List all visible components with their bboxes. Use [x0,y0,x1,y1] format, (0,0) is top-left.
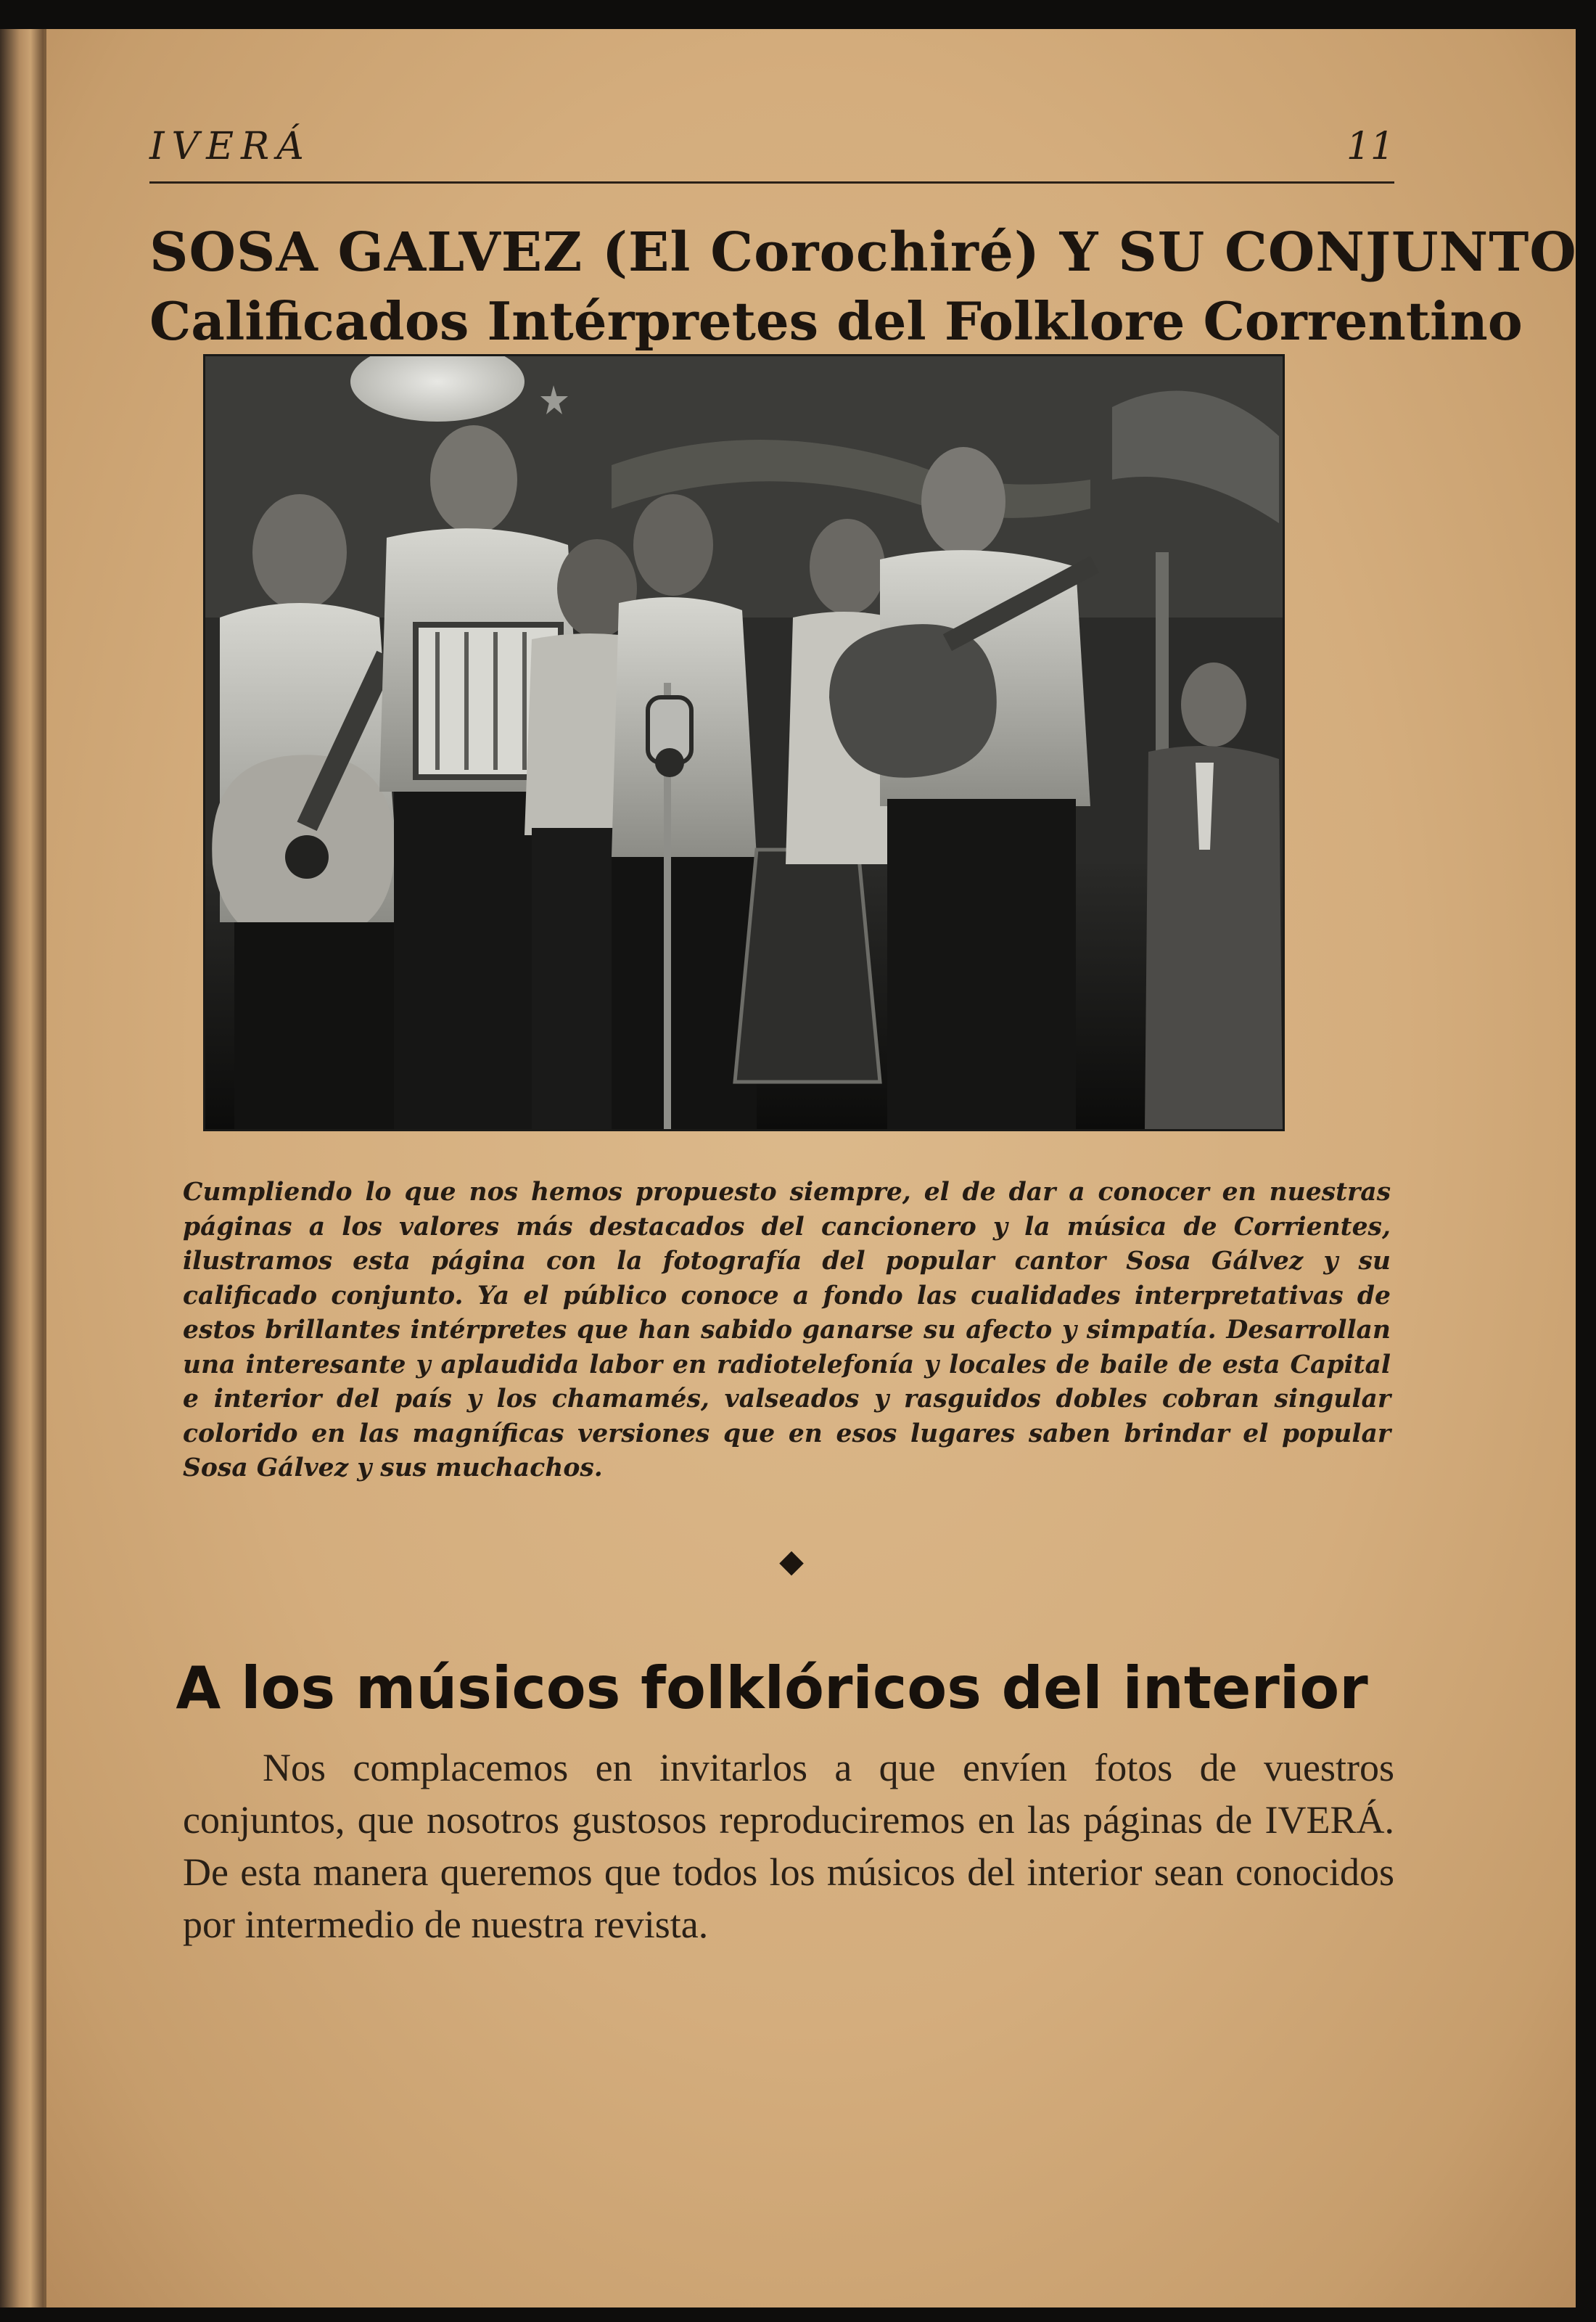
ensemble-photo [203,354,1285,1131]
ensemble-photo-illustration [205,356,1283,1129]
notice-body: Nos complacemos en invitarlos a que envíen fotos de vuestros conjuntos, que nosotros gustosos reproduciremos en las páginas de IVERÁ. De esta manera queremos que todos los músicos del interior sean conocidos por intermedio de nuestra revista. [183,1746,1394,1946]
article-subtitle: Calificados Intérpretes del Folklore Correntino [149,290,1523,352]
notice-heading: A los músicos folklóricos del interior [176,1654,1368,1722]
book-spine-edge [0,29,44,2307]
running-title: IVERÁ [149,125,311,168]
diamond-ornament-icon: ◆ [779,1543,804,1580]
page-header [149,109,1394,184]
page-number: 11 [1346,125,1394,168]
article-title: SOSA GALVEZ (El Corochiré) Y SU CONJUNTO [149,221,1577,284]
photo-caption: Cumpliendo lo que nos hemos propuesto siempre, el de dar a conocer en nuestras páginas a los valores más destacados del cancionero y la música de Corrientes, ilustramos esta página con la fotografía del popular cantor Sosa Gálvez y su calificado conjunto. Ya el público conoce a fondo las cualidades interpretativas de estos brillantes intérpretes que han sabido ganarse su afecto y simpatía. Desarrollan una interesante y aplaudida labor en radiotelefonía y locales de baile de esta Capital e interior del país y los chamamés, valseados y rasguidos dobles cobran singular colorido en las magníficas versiones que en esos lugares saben brindar el popular Sosa Gálvez y sus muchachos. [183,1178,1391,1482]
